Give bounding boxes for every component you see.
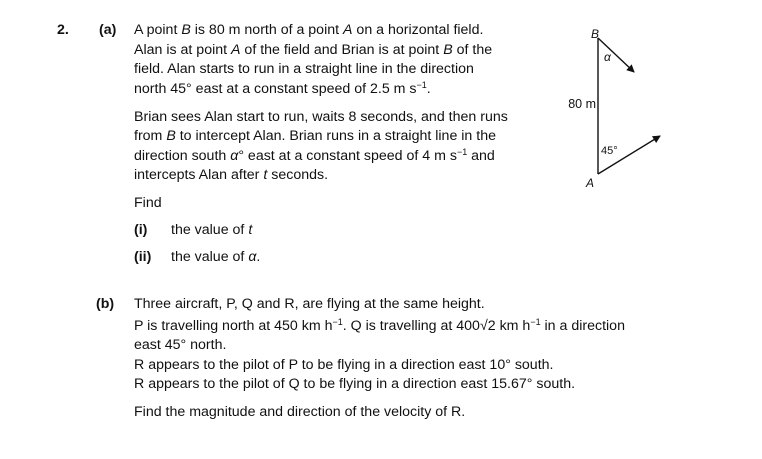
question-number: 2. bbox=[57, 22, 69, 38]
part-a-para1-line1: A point B is 80 m north of a point A on a horizontal field. bbox=[134, 22, 484, 38]
subpart-ii-label: (ii) bbox=[134, 249, 152, 265]
point-b-label: B bbox=[591, 27, 600, 41]
part-a-para2-line3: direction south α° east at a constant speed of 4 m $s^{-1}$ and bbox=[134, 147, 495, 164]
part-a-para2-line4: intercepts Alan after t seconds. bbox=[134, 167, 329, 183]
part-b-line2: P is travelling north at 450 km $h^{-1}$. Q is travelling at 400√2 km $h^{-1}$ in a direction bbox=[134, 317, 625, 334]
part-a-para1-line4: north 45° east at a constant speed of 2.5 m $s^{-1}$. bbox=[134, 80, 431, 97]
part-a-para1-line3: field. Alan starts to run in a straight line in the direction bbox=[134, 61, 474, 77]
subpart-ii-text: the value of α. bbox=[171, 249, 261, 265]
geometry-diagram bbox=[560, 24, 670, 194]
find-label: Find bbox=[134, 195, 162, 211]
part-b-line3: east 45° north. bbox=[134, 337, 227, 353]
part-b-line5: R appears to the pilot of Q to be flying in a direction east 15.67° south. bbox=[134, 376, 576, 392]
part-b-label: (b) bbox=[96, 296, 115, 312]
part-a-para1-line2: Alan is at point A of the field and Brian is at point B of the bbox=[134, 42, 493, 58]
point-a-label: A bbox=[586, 176, 595, 190]
angle-45-label: 45° bbox=[601, 145, 618, 157]
part-b-line6: Find the magnitude and direction of the velocity of R. bbox=[134, 404, 466, 420]
subpart-i-label: (i) bbox=[134, 222, 148, 238]
part-a-para2-line2: from B to intercept Alan. Brian runs in a straight line in the bbox=[134, 128, 496, 144]
subpart-i-text: the value of t bbox=[171, 222, 253, 238]
part-a-para2-line1: Brian sees Alan start to run, waits 8 seconds, and then runs bbox=[134, 109, 508, 125]
part-b-line1: Three aircraft, P, Q and R, are flying at the same height. bbox=[134, 296, 485, 312]
part-b-line4: R appears to the pilot of P to be flying in a direction east 10° south. bbox=[134, 357, 554, 373]
side-length-label: 80 m bbox=[568, 97, 596, 111]
part-a-label: (a) bbox=[99, 22, 117, 38]
angle-alpha-label: α bbox=[604, 50, 611, 64]
